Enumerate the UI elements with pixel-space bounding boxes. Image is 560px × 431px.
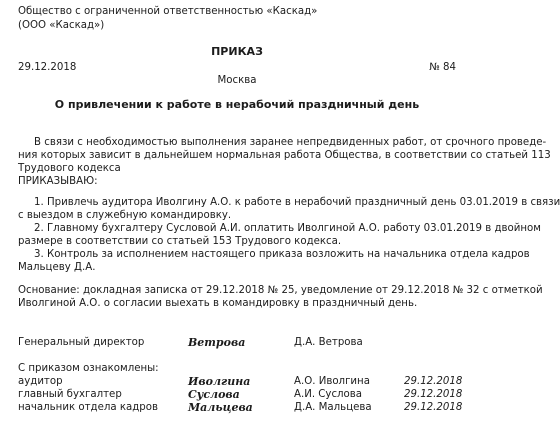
intro-line-2: ния которых зависит в дальнейшем нормальная работа Общества, в соответствии со статьей 113 <box>18 150 551 161</box>
basis-line-2: Иволгиной А.О. о согласии выехать в командировку в праздничный день. <box>18 298 418 309</box>
director-name: Д.А. Ветрова <box>294 337 363 348</box>
document-title: ПРИКАЗ <box>211 45 263 58</box>
intro-line-1: В связи с необходимостью выполнения заранее непредвиденных работ, от срочного проведе- <box>34 137 547 148</box>
ack-position: начальник отдела кадров <box>18 402 158 413</box>
order-word: ПРИКАЗЫВАЮ: <box>18 176 98 187</box>
item-3-line-1: 3. Контроль за исполнением настоящего приказа возложить на начальника отдела кадров <box>34 249 530 260</box>
item-1-line-2: с выездом в служебную командировку. <box>18 210 232 221</box>
org-short-name: (ООО «Каскад») <box>18 20 105 31</box>
ack-signature: Иволгина <box>188 375 251 388</box>
item-3-line-2: Мальцеву Д.А. <box>18 262 96 273</box>
item-2-line-2: размере в соответствии со статьей 153 Трудового кодекса. <box>18 236 342 247</box>
item-2-line-1: 2. Главному бухгалтеру Сусловой А.И. оплатить Иволгиной А.О. работу 03.01.2019 в двойном <box>34 223 541 234</box>
order-subject: О привлечении к работе в нерабочий праздничный день <box>54 98 420 111</box>
director-signature: Ветрова <box>188 336 246 349</box>
order-date: 29.12.2018 <box>18 62 77 73</box>
ack-name: А.И. Суслова <box>294 389 363 400</box>
ack-position: аудитор <box>18 376 63 387</box>
ack-date: 29.12.2018 <box>404 376 463 387</box>
ack-name: А.О. Иволгина <box>294 376 370 387</box>
org-name: Общество с ограниченной ответственностью «Каскад» <box>18 6 318 17</box>
intro-line-3: Трудового кодекса <box>18 163 121 174</box>
item-1-line-1: 1. Привлечь аудитора Иволгину А.О. к работе в нерабочий праздничный день 03.01.2019 в связи <box>34 197 560 208</box>
order-number: № 84 <box>429 62 456 73</box>
ack-signature: Суслова <box>188 388 240 401</box>
order-city: Москва <box>217 75 257 86</box>
acquainted-header: С приказом ознакомлены: <box>18 363 159 374</box>
ack-name: Д.А. Мальцева <box>294 402 372 413</box>
ack-date: 29.12.2018 <box>404 389 463 400</box>
ack-position: главный бухгалтер <box>18 389 122 400</box>
ack-signature: Мальцева <box>188 401 253 414</box>
basis-line-1: Основание: докладная записка от 29.12.2018 № 25, уведомление от 29.12.2018 № 32 с отметкой <box>18 285 543 296</box>
director-position: Генеральный директор <box>18 337 145 348</box>
ack-date: 29.12.2018 <box>404 402 463 413</box>
